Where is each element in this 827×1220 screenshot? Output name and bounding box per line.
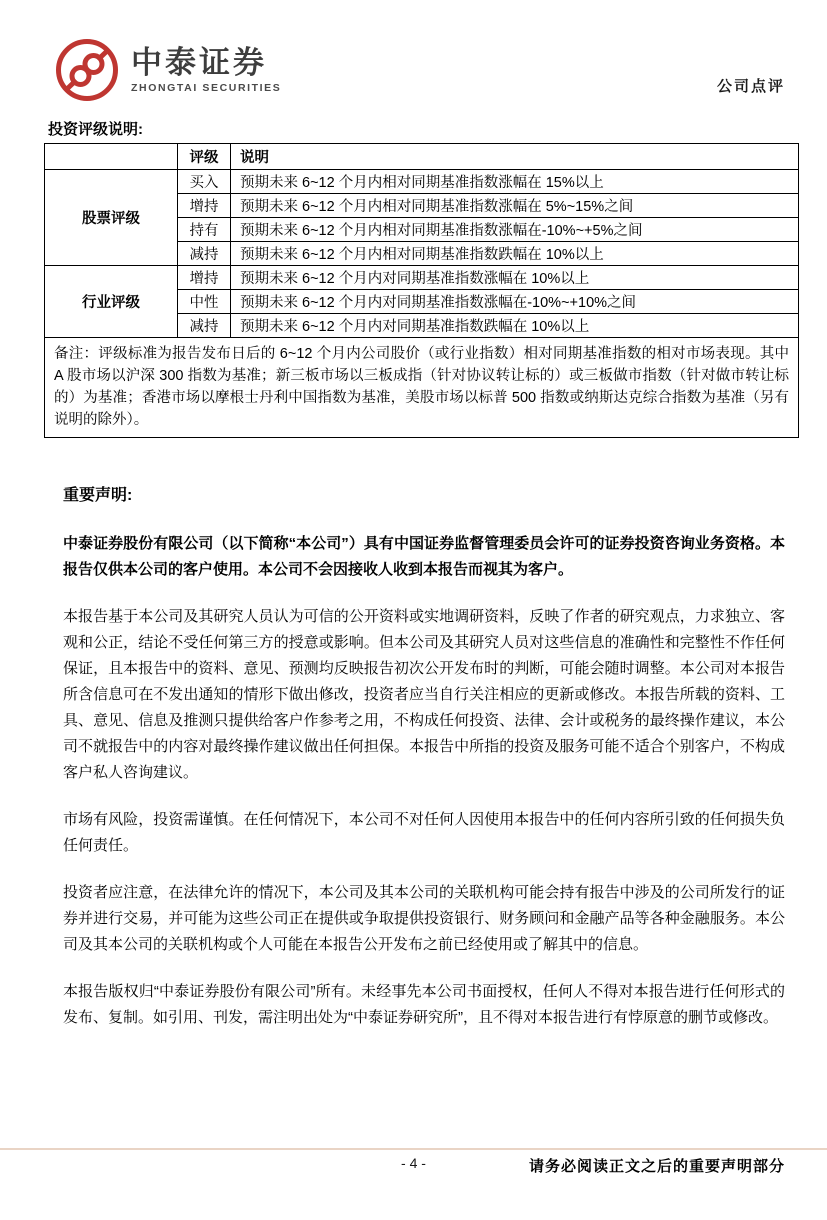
statement-paragraph: 市场有风险，投资需谨慎。在任何情况下，本公司不对任何人因使用本报告中的任何内容所引致的任何损失负任何责任。	[63, 811, 785, 854]
rating-table-header-row	[45, 144, 799, 170]
page-number: - 4 -	[401, 1155, 426, 1171]
logo-name-cn: 中泰证券	[131, 45, 267, 80]
rating-cell: 中性	[178, 290, 231, 314]
zhongtai-logo-icon	[55, 38, 119, 102]
rating-cell: 增持	[178, 194, 231, 218]
logo	[55, 38, 281, 102]
description-cell: 预期未来 6~12 个月内对同期基准指数跌幅在 10%以上	[231, 314, 799, 338]
statement-paragraph: 本报告基于本公司及其研究人员认为可信的公开资料或实地调研资料，反映了作者的研究观点，力求独立、客观和公正，结论不受任何第三方的授意或影响。但本公司及其研究人员对这些信息的准确性和完整性不作任何保证，且本报告中的资料、意见、预测均反映报告初次公开发布时的判断，可能会随时调整。本公司对本报告所含信息可在不发出通知的情形下做出修改，投资者应当自行关注相应的更新或修改。本报告所载的资料、工具、意见、信息及推测只提供给客户作参考之用，不构成任何投资、法律、会计或税务的最终操作建议，本公司不就报告中的内容对最终操作建议做出任何担保。本报告中所指的投资及服务可能不适合个别客户，不构成客户私人咨询建议。	[63, 608, 785, 781]
report-type-label: 公司点评	[716, 78, 785, 95]
rating-cell: 买入	[178, 170, 231, 194]
footer	[0, 1155, 827, 1183]
rating-section-title: 投资评级说明:	[48, 121, 143, 138]
rating-cell: 减持	[178, 314, 231, 338]
footer-notice: 请务必阅读正文之后的重要声明部分	[528, 1158, 785, 1175]
description-cell: 预期未来 6~12 个月内相对同期基准指数跌幅在 10%以上	[231, 242, 799, 266]
logo-text	[131, 46, 281, 94]
rating-cell: 增持	[178, 266, 231, 290]
rating-table	[44, 143, 799, 438]
industry-rating-category: 行业评级	[45, 266, 178, 338]
important-statement-section	[63, 482, 785, 1031]
table-row	[45, 170, 799, 194]
description-cell: 预期未来 6~12 个月内对同期基准指数涨幅在 10%以上	[231, 266, 799, 290]
description-cell: 预期未来 6~12 个月内对同期基准指数涨幅在-10%~+10%之间	[231, 290, 799, 314]
stock-rating-category: 股票评级	[45, 170, 178, 266]
footer-divider	[0, 1148, 827, 1150]
rating-note: 备注：评级标准为报告发布日后的 6~12 个月内公司股价（或行业指数）相对同期基准指数的相对市场表现。其中 A 股市场以沪深 300 指数为基准；新三板市场以三板成指（针对协议转让标的）或三板做市指数（针对做市转让标的）为基准；香港市场以摩根士丹利中国指数为基准，美股市场以标普 500 指数或纳斯达克综合指数为基准（另有说明的除外）。	[45, 338, 799, 438]
table-row	[45, 266, 799, 290]
statement-paragraph: 投资者应注意，在法律允许的情况下，本公司及其本公司的关联机构可能会持有报告中涉及的公司所发行的证券并进行交易，并可能为这些公司正在提供或争取提供投资银行、财务顾问和金融产品等各种金融服务。本公司及其本公司的关联机构或个人可能在本报告公开发布之前已经使用或了解其中的信息。	[63, 884, 785, 953]
category-header-cell	[45, 144, 178, 170]
rating-cell: 减持	[178, 242, 231, 266]
table-note-row	[45, 338, 799, 438]
description-cell: 预期未来 6~12 个月内相对同期基准指数涨幅在-10%~+5%之间	[231, 218, 799, 242]
logo-name-en: ZHONGTAI SECURITIES	[131, 82, 282, 94]
statement-paragraph: 本报告版权归“中泰证券股份有限公司”所有。未经事先本公司书面授权，任何人不得对本报告进行任何形式的发布、复制。如引用、刊发，需注明出处为“中泰证券研究所”，且不得对本报告进行有悖原意的删节或修改。	[63, 983, 785, 1026]
header	[0, 0, 827, 102]
statement-title: 重要声明:	[63, 487, 133, 504]
rating-cell: 持有	[178, 218, 231, 242]
description-cell: 预期未来 6~12 个月内相对同期基准指数涨幅在 15%以上	[231, 170, 799, 194]
description-cell: 预期未来 6~12 个月内相对同期基准指数涨幅在 5%~15%之间	[231, 194, 799, 218]
rating-column-header: 评级	[178, 144, 231, 170]
statement-paragraph: 中泰证券股份有限公司（以下简称“本公司”）具有中国证券监督管理委员会许可的证券投资咨询业务资格。本报告仅供本公司的客户使用。本公司不会因接收人收到本报告而视其为客户。	[63, 535, 785, 578]
description-column-header: 说明	[231, 144, 799, 170]
